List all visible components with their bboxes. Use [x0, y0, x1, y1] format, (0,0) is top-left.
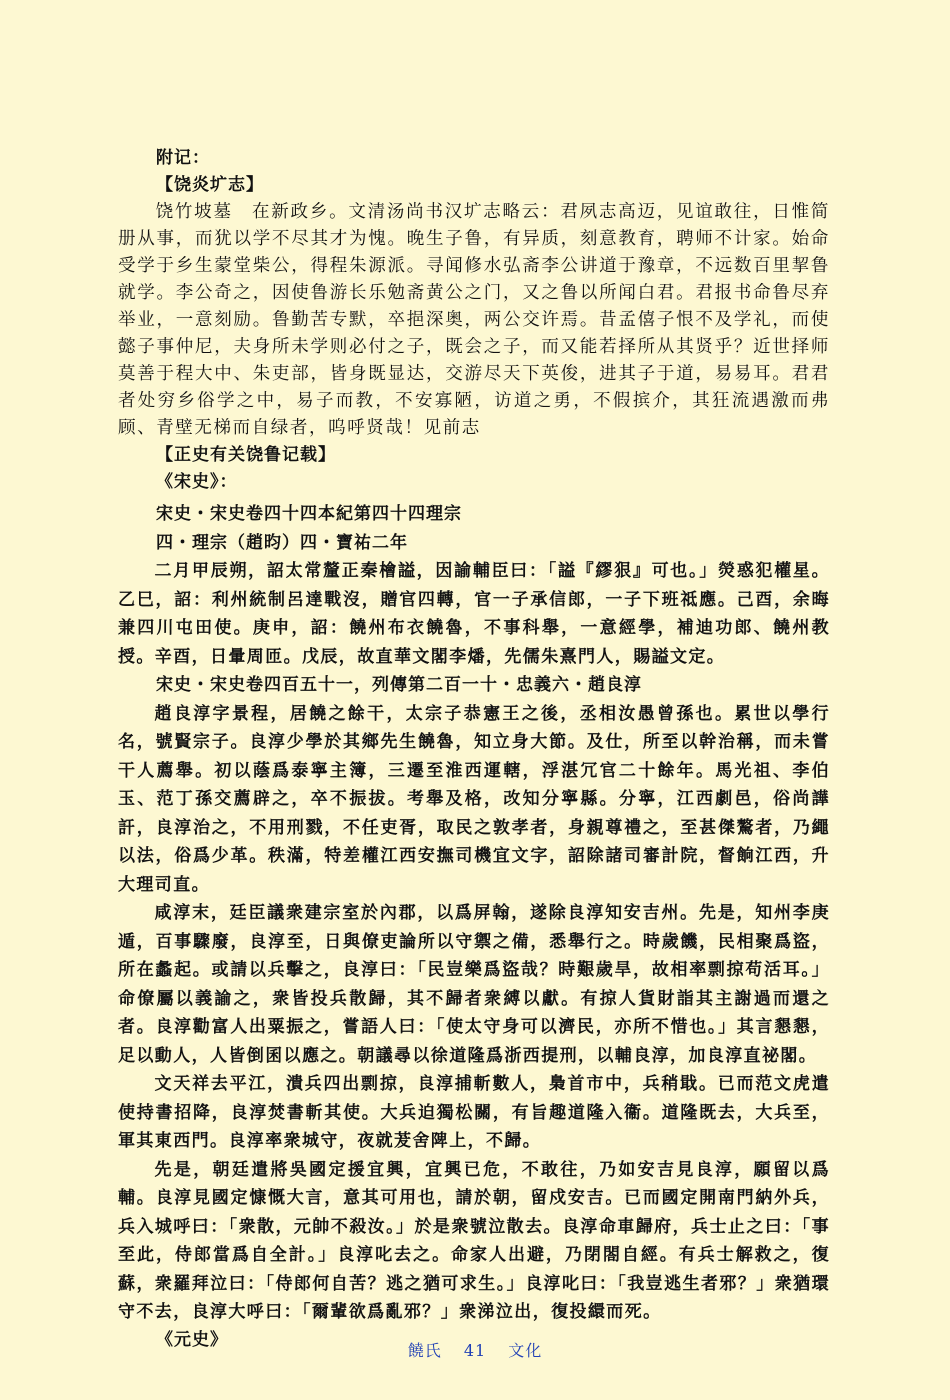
source-subtitle-lizong: 四・理宗（趙昀）四・寶祐二年: [156, 532, 408, 553]
heading-fuji: 附记：: [156, 148, 210, 168]
heading-yuanshi: 《元史》: [156, 1329, 228, 1350]
heading-songshi: 《宋史》：: [156, 472, 238, 492]
footer-right-text: 文化: [508, 1341, 543, 1360]
heading-kuangzhi: 【饶炎圹志】: [156, 175, 264, 195]
paragraph-lizong: 二月甲辰朔，詔太常釐正秦檜謚，因諭輔臣曰：「謚『繆狠』可也。」熒惑犯權星。乙巳，詔：利州統制呂達戰沒，贈官四轉，官一子承信郎，一子下班祗應。己酉，余晦兼四川屯田使。庚申，詔：饒州布衣饒魯，不事科舉，一意經學，補迪功郎、饒州教授。辛酉，日暈周匝。戊辰，故直華文閣李燔，先儒朱熹門人，賜謚文定。: [118, 561, 830, 667]
heading-zhengshi: 【正史有关饶鲁记载】: [156, 445, 336, 465]
page-footer: [0, 1338, 950, 1361]
paragraph-zhao-2: 咸淳末，廷臣議衆建宗室於內郡，以爲屏翰，遂除良淳知安吉州。先是，知州李庚遁，百事驟廢，良淳至，日與僚吏論所以守禦之備，悉舉行之。時歲饑，民相聚爲盜，所在蠡起。或請以兵擊之，良淳曰：「民豈樂爲盜哉？時艱歲旱，故相率剽掠苟活耳。」命僚屬以義諭之，衆皆投兵散歸，其不歸者衆縛以獻。有掠人貨財詣其主謝過而還之者。良淳勸富人出粟振之，嘗語人曰：「使太守身可以濟民，亦所不惜也。」其言懇懇，足以動人，人皆倒囷以應之。朝議尋以徐道隆爲浙西提刑，以輔良淳，加良淳直祕閣。: [118, 903, 830, 1066]
footer-left-text: 饒氏: [407, 1341, 442, 1360]
source-title-zhao: 宋史・宋史卷四百五十一，列傳第二百一十・忠義六・趙良淳: [156, 675, 642, 695]
paragraph-zhao-3: 文天祥去平江，潰兵四出剽掠，良淳捕斬數人，梟首市中，兵稍戢。已而范文虎遣使持書招降，良淳焚書斬其使。大兵迫獨松關，有旨趣道隆入衞。道隆既去，大兵至，軍其東西門。良淳率衆城守，夜就茇舍陴上，不歸。: [118, 1074, 830, 1151]
paragraph-zhao-4: 先是，朝廷遣將吳國定援宜興，宜興已危，不敢往，乃如安吉見良淳，願留以爲輔。良淳見國定慷慨大言，意其可用也，請於朝，留戍安吉。已而國定開南門納外兵，兵入城呼曰：「衆散，元帥不殺汝。」於是衆號泣散去。良淳命車歸府，兵士止之曰：「事至此，侍郎當爲自全計。」良淳叱去之。命家人出避，乃閉閤自經。有兵士解救之，復蘇，衆羅拜泣曰：「侍郎何自苦？逃之猶可求生。」良淳叱曰：「我豈逃生者邪？」衆猶環守不去，良淳大呼曰：「爾輩欲爲亂邪？」衆涕泣出，復投繯而死。: [118, 1159, 830, 1322]
paragraph-kuangzhi: 饶竹坡墓 在新政乡。文清汤尚书汉圹志略云：君夙志高迈，见谊敢往，日惟简册从事，而犹以学不尽其才为愧。晚生子鲁，有异质，刻意教育，聘师不计家。始命受学于乡生蒙堂柴公，得程朱源派。寻闻修水弘斋李公讲道于豫章，不远数百里挈鲁就学。李公奇之，因使鲁游长乐勉斋黄公之门，又之鲁以所闻白君。君报书命鲁尽弃举业，一意刻励。鲁勤苦专默，卒挹深奥，两公交许焉。昔孟僖子恨不及学礼，而使懿子事仲尼，夫身所未学则必付之子，既会之子，而又能若择所从其贤乎？近世择师莫善于程大中、朱吏部，皆身既显达，交游尽天下英俊，进其子于道，易易耳。君君者处穷乡俗学之中，易子而教，不安寡陋，访道之勇，不假摈介，其狂流遇激而弗顾、青壁无梯而自绿者，呜呼贤哉！见前志: [118, 202, 830, 438]
page-body: [118, 145, 830, 1354]
page-number: 41: [463, 1341, 487, 1360]
paragraph-zhao-1: 趙良淳字景程，居饒之餘干，太宗子恭憲王之後，丞相汝愚曾孫也。累世以學行名，號賢宗子。良淳少學於其鄉先生饒魯，知立身大節。及仕，所至以幹治稱，而未嘗干人薦舉。初以蔭爲泰寧主簿，三遷至淮西運轄，浮湛冗官二十餘年。馬光祖、李伯玉、范丁孫交薦辟之，卒不振拔。考舉及格，改知分寧縣。分寧，江西劇邑，俗尚譁訐，良淳治之，不用刑戮，不任吏胥，取民之敦孝者，身親尊禮之，至甚傑驁者，乃繩以法，俗爲少革。秩滿，特差權江西安撫司機宜文字，詔除諸司審計院，督餉江西，升大理司直。: [118, 703, 830, 895]
source-title-lizong: 宋史・宋史卷四十四本紀第四十四理宗: [156, 504, 462, 524]
